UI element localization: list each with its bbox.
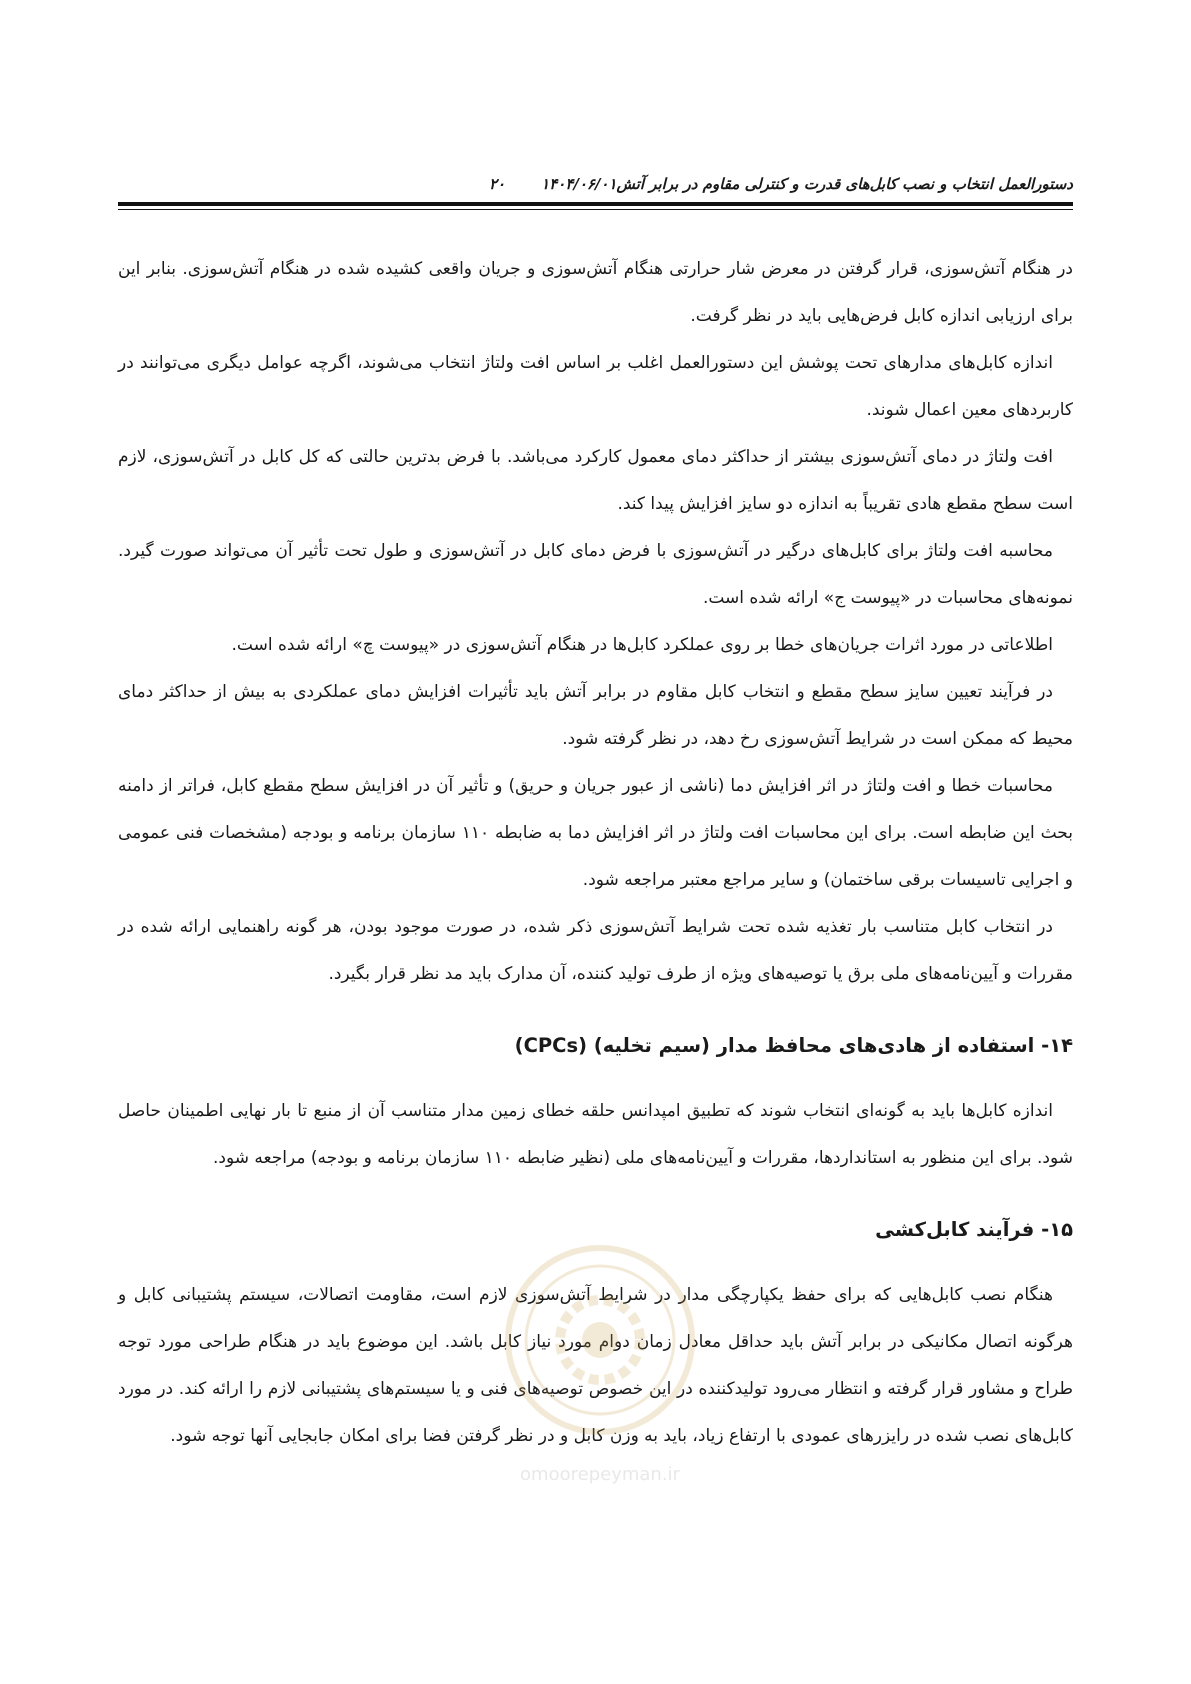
header-rule-thick [118, 202, 1073, 206]
paragraph-1: در هنگام آتش‌سوزی، قرار گرفتن در معرض شار حرارتی هنگام آتش‌سوزی و جریان واقعی کشیده شده در هنگام آتش‌سوزی. بنابر این برای ارزیابی اندازه کابل فرض‌هایی باید در نظر گرفت. [118, 259, 1073, 326]
paragraph-4: محاسبه افت ولتاژ برای کابل‌های درگیر در آتش‌سوزی با فرض دمای کابل در آتش‌سوزی و طول تحت تأثیر آن می‌تواند صورت گیرد. نمونه‌های محاسبات در «پیوست ج» ارائه شده است. [118, 541, 1073, 608]
section-14-paragraph: اندازه کابل‌ها باید به گونه‌ای انتخاب شوند که تطبیق امپدانس حلقه خطای زمین مدار متناسب آن از منبع تا بار نهایی اطمینان حاصل شود. برای این منظور به استانداردها، مقررات و آیین‌نامه‌های ملی (نظیر ضابطه ۱۱۰ سازمان برنامه و بودجه) مراجعه شود. [118, 1101, 1073, 1168]
paragraph-5: اطلاعاتی در مورد اثرات جریان‌های خطا بر روی عملکرد کابل‌ها در هنگام آتش‌سوزی در «پیوست چ» ارائه شده است. [231, 635, 1053, 655]
page-header [118, 172, 1073, 196]
header-rule-thin [118, 209, 1073, 210]
paragraph-2: اندازه کابل‌های مدارهای تحت پوشش این دستورالعمل اغلب بر اساس افت ولتاژ انتخاب می‌شوند، اگرچه عوامل دیگری می‌توانند در کاربردهای معین اعمال شوند. [118, 353, 1073, 420]
paragraph-8: در انتخاب کابل متناسب بار تغذیه شده تحت شرایط آتش‌سوزی ذکر شده، در صورت موجود بودن، هر گونه راهنمایی ارائه شده در مقررات و آیین‌نامه‌های ملی برق یا توصیه‌های ویژه از طرف تولید کننده، آن مدارک باید مد نظر قرار بگیرد. [118, 917, 1073, 984]
paragraph-6: در فرآیند تعیین سایز سطح مقطع و انتخاب کابل مقاوم در برابر آتش باید تأثیرات افزایش دمای عملکردی به بیش از حداکثر دمای محیط که ممکن است در شرایط آتش‌سوزی رخ دهد، در نظر گرفته شود. [118, 682, 1073, 749]
watermark-text: omoorepeyman.ir [520, 1464, 680, 1485]
section-14-heading: ۱۴- استفاده از هادی‌های محافظ مدار (سیم تخلیه) (CPCs) [514, 1034, 1073, 1057]
header-date: ۱۴۰۴/۰۶/۰۱ [541, 175, 617, 193]
page-content [118, 246, 1073, 1460]
section-15-heading: ۱۵- فرآیند کابل‌کشی [875, 1218, 1073, 1241]
section-15-paragraph: هنگام نصب کابل‌هایی که برای حفظ یکپارچگی مدار در شرایط آتش‌سوزی لازم است، مقاومت اتصالات، سیستم پشتیبانی کابل و هرگونه اتصال مکانیکی در برابر آتش باید حداقل معادل زمان دوام مورد نیاز کابل باشد. این موضوع باید در هنگام طراحی مورد توجه طراح و مشاور قرار گرفته و انتظار می‌رود تولیدکننده در این خصوص توصیه‌های فنی و یا سیستم‌های پشتیبانی لازم را ارائه کند. در مورد کابل‌های نصب شده در رایزرهای عمودی با ارتفاع زیاد، باید به وزن کابل و در نظر گرفتن فضا برای امکان جابجایی آنها توجه شود. [118, 1285, 1073, 1446]
header-title: دستورالعمل انتخاب و نصب کابل‌های قدرت و کنترلی مقاوم در برابر آتش [616, 175, 1073, 193]
paragraph-7: محاسبات خطا و افت ولتاژ در اثر افزایش دما (ناشی از عبور جریان و حریق) و تأثیر آن در افزایش سطح مقطع کابل، فراتر از دامنه بحث این ضابطه است. برای این محاسبات افت ولتاژ در اثر افزایش دما به ضابطه ۱۱۰ سازمان برنامه و بودجه (مشخصات فنی عمومی و اجرایی تاسیسات برقی ساختمان) و سایر مراجع معتبر مراجعه شود. [118, 776, 1073, 890]
paragraph-3: افت ولتاژ در دمای آتش‌سوزی بیشتر از حداکثر دمای معمول کارکرد می‌باشد. با فرض بدترین حالتی که کل کابل در آتش‌سوزی، لازم است سطح مقطع هادی تقریباً به اندازه دو سایز افزایش پیدا کند. [118, 447, 1073, 514]
page-number: ۲۰ [488, 175, 506, 193]
